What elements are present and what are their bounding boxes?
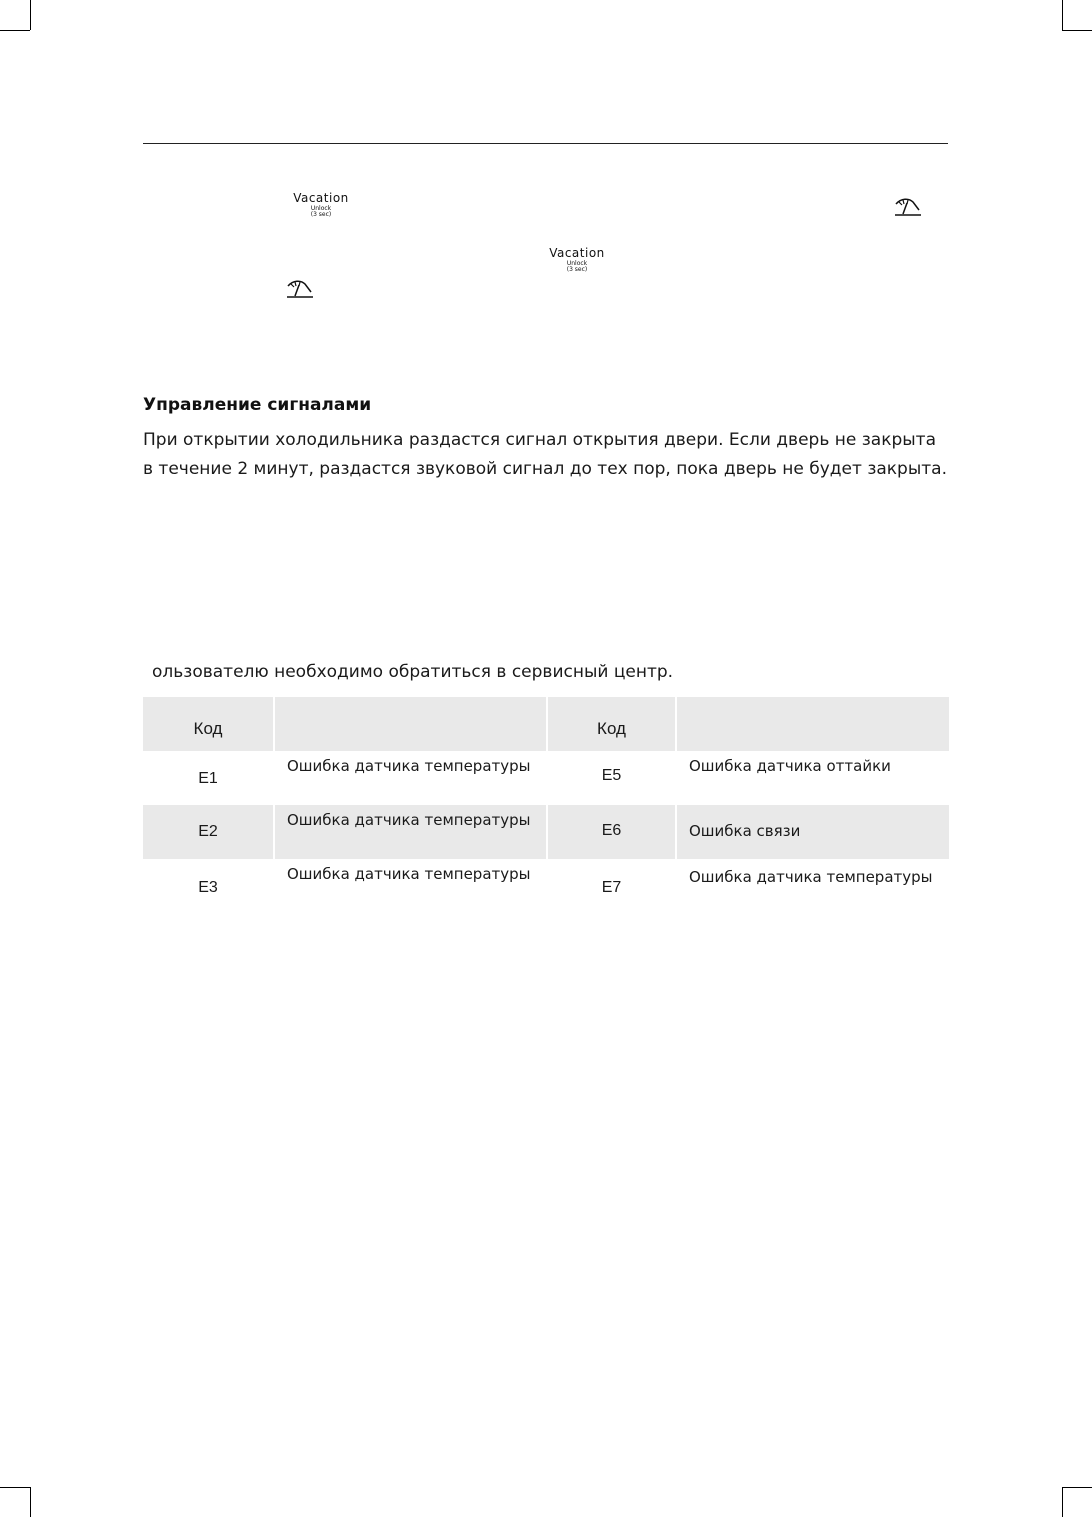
crop-mark-top-left-v [30, 0, 31, 30]
alarm-section-title: Управление сигналами [143, 395, 372, 415]
crop-mark-bottom-left-h [0, 1487, 30, 1488]
header-code-left: Код [143, 697, 274, 751]
alarm-paragraph-line-1: При открытии холодильника раздастся сигнал открытия двери. Если дверь не закрыта [143, 430, 936, 450]
error-description: Ошибка датчика температуры [689, 868, 933, 886]
vacation-button-label [286, 192, 356, 218]
crop-mark-top-right-h [1062, 30, 1092, 31]
header-code-right: Код [547, 697, 676, 751]
vacation-icon [893, 196, 923, 220]
error-description: Ошибка датчика температуры [274, 751, 547, 805]
error-code-table [143, 697, 949, 913]
crop-mark-top-left-h [0, 30, 30, 31]
vacation-label: Vacation [293, 191, 349, 205]
table-row [143, 751, 949, 805]
crop-mark-top-right-v [1062, 0, 1063, 30]
header-rule [143, 143, 948, 144]
error-code: E3 [143, 859, 274, 913]
unlock-label-2: Unlock [566, 260, 588, 267]
crop-mark-bottom-right-h [1062, 1487, 1092, 1488]
error-code: E1 [143, 751, 274, 805]
unlock-duration-2: (3 sec) [566, 266, 588, 273]
unlock-label: Unlock [310, 205, 332, 212]
header-desc-right [676, 697, 949, 751]
error-description: Ошибка датчика температуры [274, 859, 547, 913]
vacation-icon-2 [285, 278, 315, 302]
header-desc-left [274, 697, 547, 751]
alarm-paragraph-line-2: в течение 2 минут, раздастся звуковой сигнал до тех пор, пока дверь не будет закрыта. [143, 459, 947, 479]
error-code: E2 [143, 805, 274, 859]
table-row [143, 805, 949, 859]
vacation-label-2: Vacation [549, 246, 605, 260]
unlock-duration: (3 sec) [310, 211, 332, 218]
table-row [143, 859, 949, 913]
error-code: E7 [547, 859, 676, 913]
error-description: Ошибка датчика оттайки [689, 757, 891, 775]
crop-mark-bottom-left-v [30, 1487, 31, 1517]
table-header-row [143, 697, 949, 751]
crop-mark-bottom-right-v [1062, 1487, 1063, 1517]
error-code: E6 [547, 805, 676, 859]
error-code: E5 [547, 751, 676, 805]
error-description: Ошибка датчика температуры [274, 805, 547, 859]
vacation-button-label-2 [542, 247, 612, 273]
error-description: Ошибка связи [689, 822, 801, 840]
error-intro-text: ользователю необходимо обратиться в сервисный центр. [152, 662, 674, 682]
